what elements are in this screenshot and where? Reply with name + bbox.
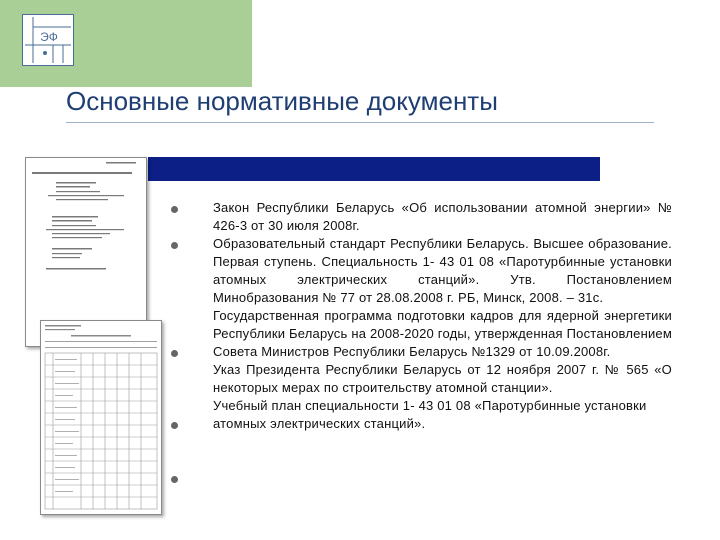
document-thumbnail-curriculum [40,320,162,515]
bullet-icon [171,476,178,483]
bullet-icon [171,206,178,213]
list-item: Закон Республики Беларусь «Об использовании атомной энергии» № 426-3 от 30 июля 2008г. [213,200,672,233]
logo [22,14,74,66]
bullet-icon [171,242,178,249]
document-table-graphic [41,321,161,514]
document-list [213,199,672,433]
bullet-icon [171,350,178,357]
list-item: Образовательный стандарт Республики Беларусь. Высшее образование. Первая ступень. Специальность 1- 43 01 08 «Паротурбинные установки атомных электрических станций». Утв. Постановлением Минобразования № 77 от 28.08.2008 г. РБ, Минск, 2008. – 31с. [213,236,672,305]
list-item: Указ Президента Республики Беларусь от 12 ноября 2007 г. № 565 «О некоторых мерах по строительству атомной станции». [213,362,672,395]
logo-text: ЭФ [40,30,58,44]
logo-graphic [23,15,73,65]
list-item: Учебный план специальности 1- 43 01 08 «Паротурбинные установки атомных электрических станций». [213,398,647,431]
accent-bar [148,157,600,181]
list-item: Государственная программа подготовки кадров для ядерной энергетики Республики Беларусь на 2008-2020 годы, утвержденная Постановлением Совета Министров Республики Беларусь №1329 от 10.09.2008г. [213,308,672,359]
title-divider [66,122,654,123]
document-page-graphic [26,158,146,346]
bullet-icon [171,422,178,429]
slide-title: Основные нормативные документы [66,86,498,116]
document-thumbnail-standard [25,157,147,347]
